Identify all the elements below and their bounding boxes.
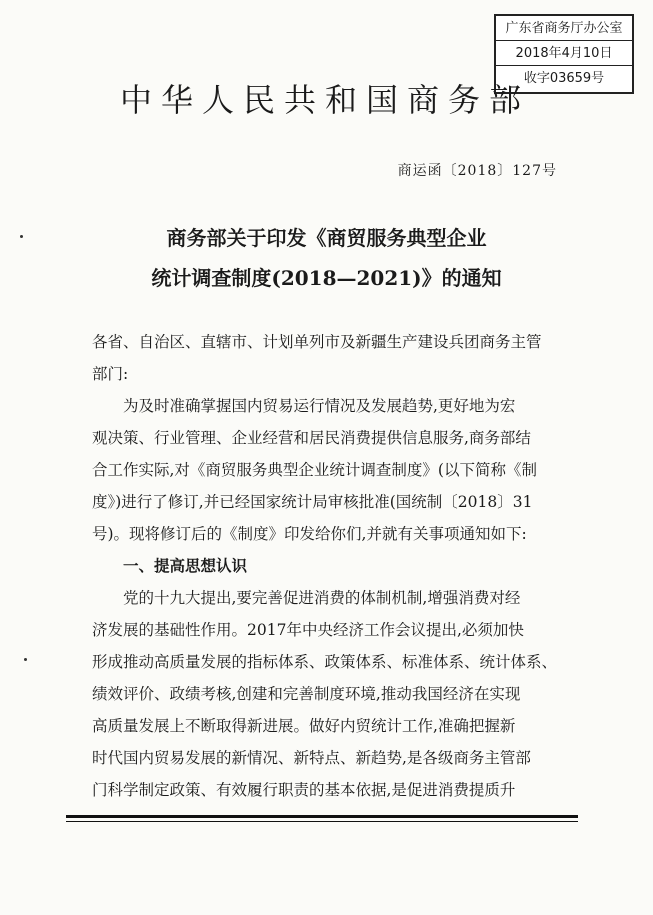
- title-line-2: 统计调查制度(2018—2021)》的通知: [151, 266, 502, 290]
- stamp-office: 广东省商务厅办公室: [496, 16, 632, 41]
- section-line: 门科学制定政策、有效履行职责的基本依据,是促进消费提质升: [92, 781, 516, 799]
- addressee-line: 各省、自治区、直辖市、计划单列市及新疆生产建设兵团商务主管: [92, 333, 542, 351]
- scan-speck: [20, 235, 23, 238]
- intro-line: 为及时准确掌握国内贸易运行情况及发展趋势,更好地为宏: [123, 397, 516, 415]
- scan-speck: [24, 658, 27, 661]
- title-line-1: 商务部关于印发《商贸服务典型企业: [166, 226, 487, 250]
- section-line: 济发展的基础性作用。2017年中央经济工作会议提出,必须加快: [92, 621, 524, 639]
- section-line: 绩效评价、政绩考核,创建和完善制度环境,推动我国经济在实现: [92, 685, 521, 703]
- intro-line: 度》)进行了修订,并已经国家统计局审核批准(国统制〔2018〕31: [92, 493, 533, 511]
- stamp-receipt-number: 收字03659号: [523, 71, 605, 86]
- intro-line: 号)。现将修订后的《制度》印发给你们,并就有关事项通知如下:: [92, 525, 527, 543]
- footer-rule-thin: [66, 821, 578, 822]
- intro-line: 合工作实际,对《商贸服务典型企业统计调查制度》(以下简称《制: [92, 461, 537, 479]
- section-line: 党的十九大提出,要完善促进消费的体制机制,增强消费对经: [123, 589, 521, 607]
- section-line: 时代国内贸易发展的新情况、新特点、新趋势,是各级商务主管部: [92, 749, 531, 767]
- footer-rule-thick: [66, 815, 578, 818]
- document-number: 商运函〔2018〕127号: [397, 163, 557, 179]
- section-line: 高质量发展上不断取得新进展。做好内贸统计工作,准确把握新: [92, 717, 516, 735]
- addressee-line: 部门:: [92, 365, 129, 383]
- section-line: 形成推动高质量发展的指标体系、政策体系、标准体系、统计体系、: [92, 653, 558, 671]
- section-heading: 一、提高思想认识: [123, 556, 248, 575]
- stamp-date: 2018年4月10日: [496, 41, 632, 66]
- intro-line: 观决策、行业管理、企业经营和居民消费提供信息服务,商务部结: [92, 429, 531, 447]
- ministry-header: 中华人民共和国商务部: [120, 81, 531, 119]
